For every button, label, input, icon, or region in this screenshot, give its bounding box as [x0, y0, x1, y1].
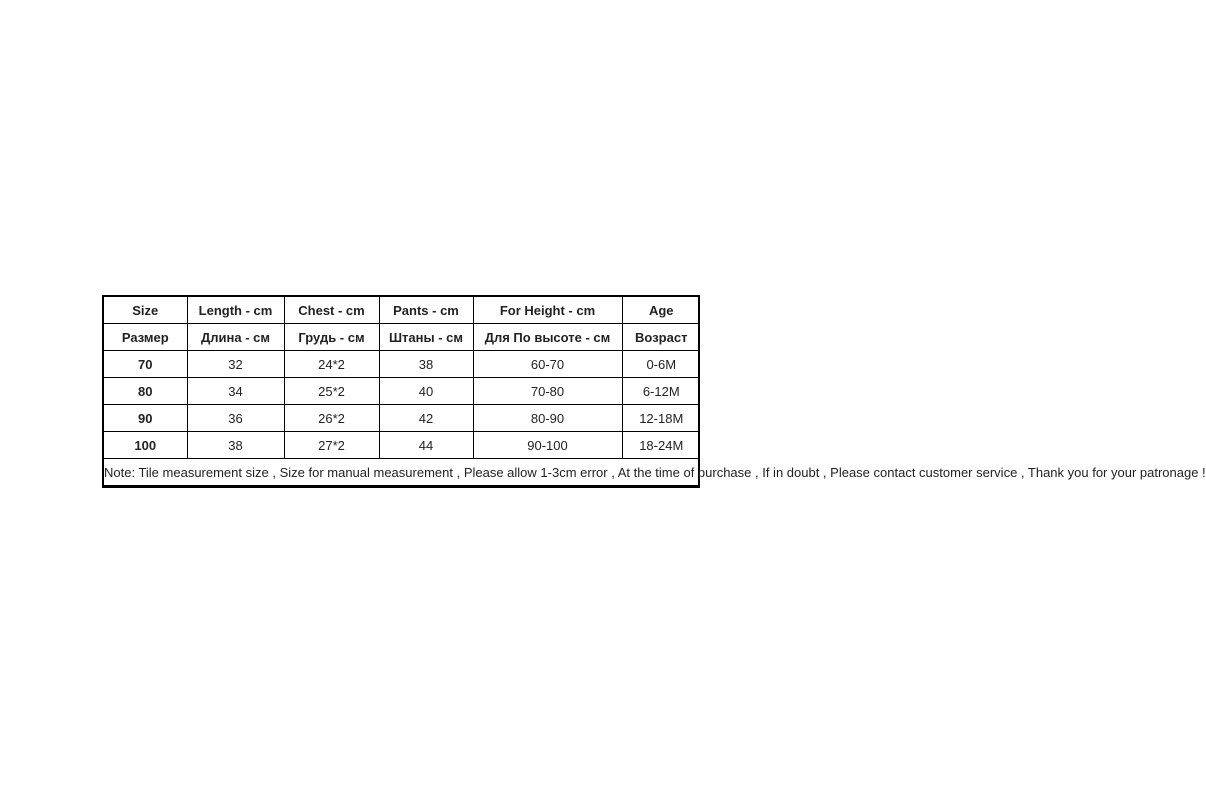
- height-cell: 60-70: [473, 351, 622, 378]
- header-row-english: [104, 297, 700, 324]
- header-height: For Height - cm: [473, 297, 622, 324]
- pants-cell: 38: [379, 351, 473, 378]
- header-height-ru: Для По высоте - см: [473, 324, 622, 351]
- size-table: [104, 297, 1206, 486]
- note-row: [104, 459, 700, 486]
- table-row: [104, 405, 700, 432]
- pants-cell: 42: [379, 405, 473, 432]
- header-size-ru: Размер: [104, 324, 187, 351]
- chest-cell: 27*2: [284, 432, 379, 459]
- length-cell: 38: [187, 432, 284, 459]
- chest-cell: 26*2: [284, 405, 379, 432]
- header-age-ru: Возраст: [622, 324, 700, 351]
- note-text: Note: Tile measurement size , Size for manual measurement , Please allow 1-3cm error , At the time of purchase , If in doubt , Please contact customer service , Thank you for your patronage !: [104, 459, 700, 486]
- height-cell: 70-80: [473, 378, 622, 405]
- size-chart: [102, 295, 1206, 488]
- age-cell: 6-12M: [622, 378, 700, 405]
- pants-cell: 44: [379, 432, 473, 459]
- length-cell: 36: [187, 405, 284, 432]
- header-length: Length - cm: [187, 297, 284, 324]
- size-cell: 70: [104, 351, 187, 378]
- header-row-russian: [104, 324, 700, 351]
- header-length-ru: Длина - см: [187, 324, 284, 351]
- header-pants-ru: Штаны - см: [379, 324, 473, 351]
- chest-cell: 24*2: [284, 351, 379, 378]
- table-row: [104, 378, 700, 405]
- table-row: [104, 351, 700, 378]
- size-cell: 90: [104, 405, 187, 432]
- header-chest: Chest - cm: [284, 297, 379, 324]
- height-cell: 80-90: [473, 405, 622, 432]
- header-age: Age: [622, 297, 700, 324]
- age-cell: 18-24M: [622, 432, 700, 459]
- length-cell: 32: [187, 351, 284, 378]
- size-cell: 80: [104, 378, 187, 405]
- size-cell: 100: [104, 432, 187, 459]
- age-cell: 0-6M: [622, 351, 700, 378]
- chest-cell: 25*2: [284, 378, 379, 405]
- length-cell: 34: [187, 378, 284, 405]
- header-pants: Pants - cm: [379, 297, 473, 324]
- age-cell: 12-18M: [622, 405, 700, 432]
- header-size: Size: [104, 297, 187, 324]
- table-row: [104, 432, 700, 459]
- header-chest-ru: Грудь - см: [284, 324, 379, 351]
- pants-cell: 40: [379, 378, 473, 405]
- height-cell: 90-100: [473, 432, 622, 459]
